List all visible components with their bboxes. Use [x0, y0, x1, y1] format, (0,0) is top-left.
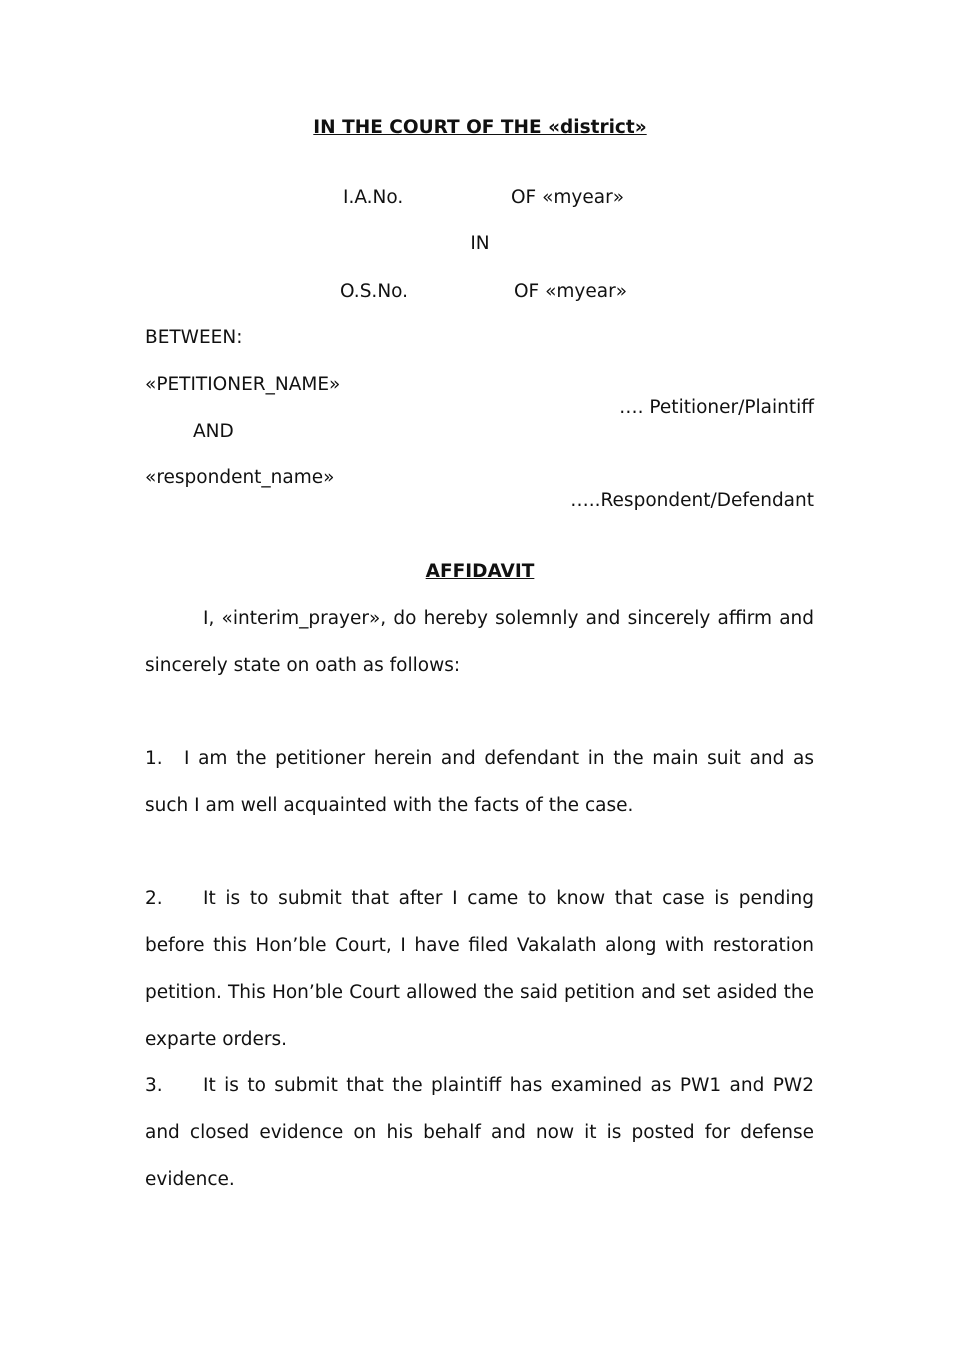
and-label: AND — [193, 421, 234, 442]
paragraph-2 — [145, 875, 814, 1063]
in-label: IN — [470, 233, 490, 254]
paragraph-text: It is to submit that after I came to know that case is pending before this Hon’ble Court, I have filed Vakalath along with restoration petition. This Hon’ble Court allowed the said petition and set asided the exparte orders. — [145, 888, 814, 1050]
os-number-label: O.S.No. — [340, 281, 409, 302]
petitioner-role: …. Petitioner/Plaintiff — [619, 397, 814, 418]
paragraph-1 — [145, 735, 814, 829]
paragraph-number: 3. — [145, 1075, 163, 1096]
court-title: IN THE COURT OF THE «district» — [313, 117, 647, 138]
affidavit-intro: I, «interim_prayer», do hereby solemnly and sincerely affirm and sincerely state on oath as follows: — [145, 608, 814, 676]
respondent-role: …..Respondent/Defendant — [570, 490, 814, 511]
paragraph-number: 2. — [145, 888, 163, 909]
paragraph-number: 1. — [145, 748, 163, 769]
os-year-label: OF «myear» — [514, 281, 628, 302]
paragraph-text: It is to submit that the plaintiff has examined as PW1 and PW2 and closed evidence on his behalf and now it is posted for defense evidence. — [145, 1075, 814, 1190]
paragraph-text: I am the petitioner herein and defendant in the main suit and as such I am well acquainted with the facts of the case. — [145, 748, 814, 816]
ia-year-label: OF «myear» — [511, 187, 625, 208]
petitioner-name: «PETITIONER_NAME» — [145, 374, 341, 395]
ia-number-label: I.A.No. — [343, 187, 404, 208]
paragraph-3 — [145, 1062, 814, 1203]
between-label: BETWEEN: — [145, 327, 243, 348]
affidavit-heading: AFFIDAVIT — [425, 561, 535, 582]
respondent-name: «respondent_name» — [145, 467, 335, 488]
